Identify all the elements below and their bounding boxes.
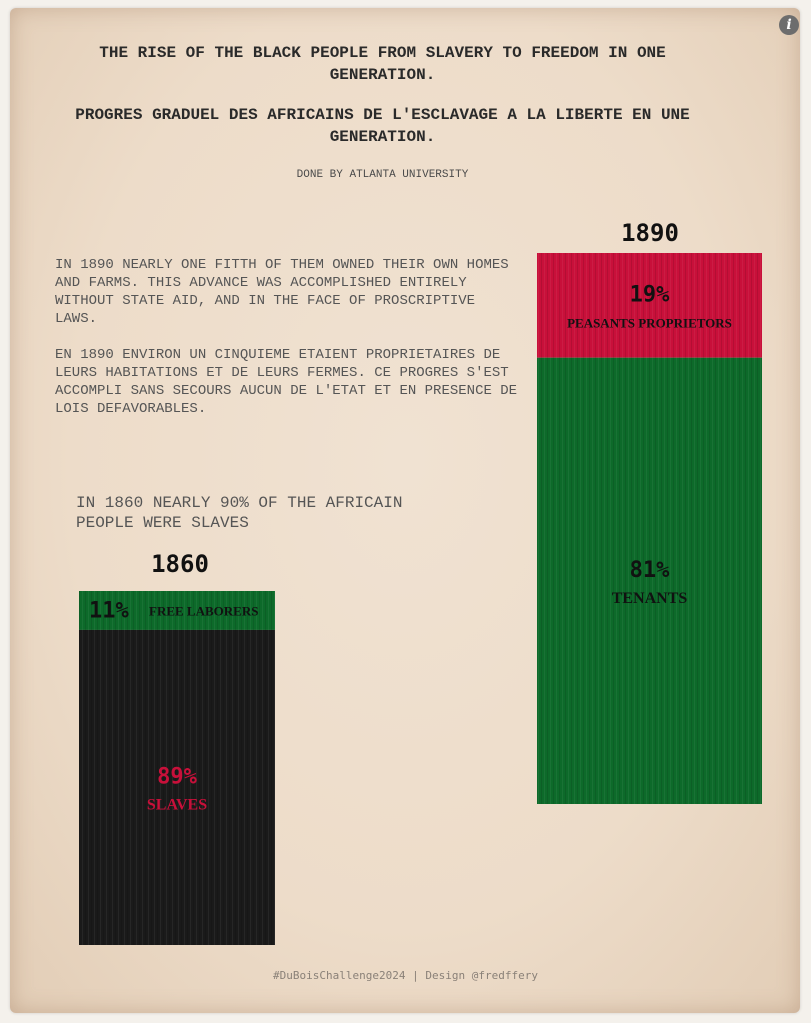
year-label-1860: 1860 (151, 550, 209, 578)
year-label-1890: 1890 (621, 219, 679, 247)
text-1890-english: IN 1890 NEARLY ONE FITTH OF THEM OWNED THEIR OWN HOMES AND FARMS. THIS ADVANCE WAS ACCOMPLISHED ENTIRELY WITHOUT STATE AID, AND IN THE FACE OF PROSCRIPTIVE LAWS. (55, 257, 509, 327)
title-french: PROGRES GRADUEL DES AFRICAINS DE L'ESCLAVAGE A LA LIBERTE EN UNE GENERATION. (75, 106, 690, 146)
credit-line: DONE BY ATLANTA UNIVERSITY (296, 169, 469, 181)
info-icon[interactable]: i (779, 15, 799, 35)
bar-value-label: 11% (89, 598, 129, 624)
text-1860: IN 1860 NEARLY 90% OF THE AFRICAIN PEOPLE WERE SLAVES (76, 494, 403, 532)
bar-value-label: 89% (157, 764, 197, 790)
bar-value-label: 81% (629, 557, 670, 583)
footer-credit: #DuBoisChallenge2024 | Design @fredffery (273, 969, 538, 982)
text-1890-french: EN 1890 ENVIRON UN CINQUIEME ETAIENT PROPRIETAIRES DE LEURS HABITATIONS ET DE LEURS FERMES. CE PROGRES S'EST ACCOMPLI SANS SECOURS AUCUN DE L'ETAT ET EN PRESENCE DE LOIS DEFAVORABLES. (55, 347, 518, 417)
bar-category-label: SLAVES (146, 796, 208, 814)
title-english: THE RISE OF THE BLACK PEOPLE FROM SLAVERY TO FREEDOM IN ONE GENERATION. (99, 44, 666, 84)
bar-value-label: 19% (629, 282, 670, 308)
bar-category-label: PEASANTS PROPRIETORS (567, 315, 732, 331)
bar-category-label: TENANTS (611, 589, 688, 607)
bar-category-label: FREE LABORERS (149, 603, 259, 619)
